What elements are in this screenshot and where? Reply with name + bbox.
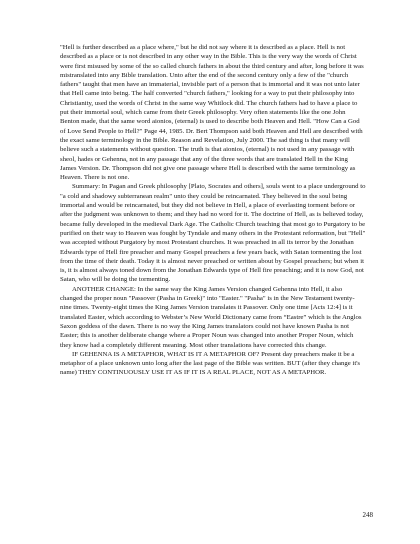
paragraph: ANOTHER CHANGE: In the same way the King James Version changed Gehenna into Hell, it also changed the proper noun "Passover (Pasha in Greek)" into "Easter." "Pasha" is in the New Testament twenty-nine times. Twenty-eight times the King James Version translates it Passover. Only one time [Acts 12:4] is it translated Easter, which according to Webster’s New World Dictionary came from “Eastre” which is the Anglos Saxon goddess of the dawn. There is no way the King James translators could not have known Pasha is not Easter; this is another deliberate change where a Proper Noun was changed into another Proper Noun, which they know had a completely different meaning. Most other translations have corrected this change. (60, 285, 362, 349)
body-text (60, 43, 366, 378)
paragraph: Summary: In Pagan and Greek philosophy [Plato, Socrates and others], souls went to a place underground to "a cold and shadowy subterranean realm" unto they could be reincarnated. They believed in the soul being immortal and would be reincarnated, but they did not believe in Hell, a place of everlasting torment before or after the judgment was unknown to them; and they had no word for it. The doctrine of Hell, as is believed today, became fully developed in the medieval Dark Age. The Catholic Church teaching that most go to Purgatory to be purified on their way to Heaven was fought by Tyndale and many others in the Protestant reformation, but "Hell" was accepted without Purgatory by most Protestant churches. It was preached in all its terror by the Jonathan Edwards type of Hell fire preacher and many Gospel preachers a few years back, with Satan tormenting the lost from the time of their death. Today it is almost never preached or written about by Gospel preachers; but when it is, it is almost always toned down from the Jonathan Edwards type of Hell fire preaching; and it is now God, not Satan, who will be doing the tormenting. (60, 183, 366, 284)
page-number: 248 (362, 511, 373, 519)
paragraph: IF GEHENNA IS A METAPHOR, WHAT IS IT A METAPHOR OF? Present day preachers make it be a metaphor of a place unknown unto long after the last page of the Bible was written. BUT (after they change it's name) THEY CONTINUOUSLY USE IT AS IF IT IS A REAL PLACE, NOT AS A METAPHOR. (60, 350, 361, 377)
paragraph: "Hell is further described as a place where," but he did not say where it is described as a place. Hell is not described as a place or is not described in any other way in the Bible. This is the very way the words of Christ were first misused by some of the so called church fathers in about the third century and after, long before it was mistranslated into any Bible translation. Unto after the end of the second century only a few of the "church fathers" taught that men have an immaterial, invisible part of a person that is immortal and it was not unto later that Hell came into being. The half converted "church fathers," looking for a way to put their philosophy into Christianity, used the words of Christ in the same way Whitlock did. The church fathers had to have a place to put their immortal soul, which came from their Greek philosophy. Very often statements like the one John Benton made, that the same word aionios, (eternal) is used to describe both Heaven and Hell. "How Can a God of Love Send People to Hell?" Page 44, 1985. Dr. Bert Thompson said both Heaven and Hell are described with the exact same terminology in the Bible. Reason and Revelation, July 2000. The sad thing is that many will believe such a statements without question. The truth is that aionios, (eternal) is not used in any passage with sheol, hades or Gehenna, not in any passage that any of the three words that are translated Hell in the King James Version. Dr. Thompson did not give one passage where Hell is described with the same terminology as Heaven. There is not one. (60, 44, 364, 182)
